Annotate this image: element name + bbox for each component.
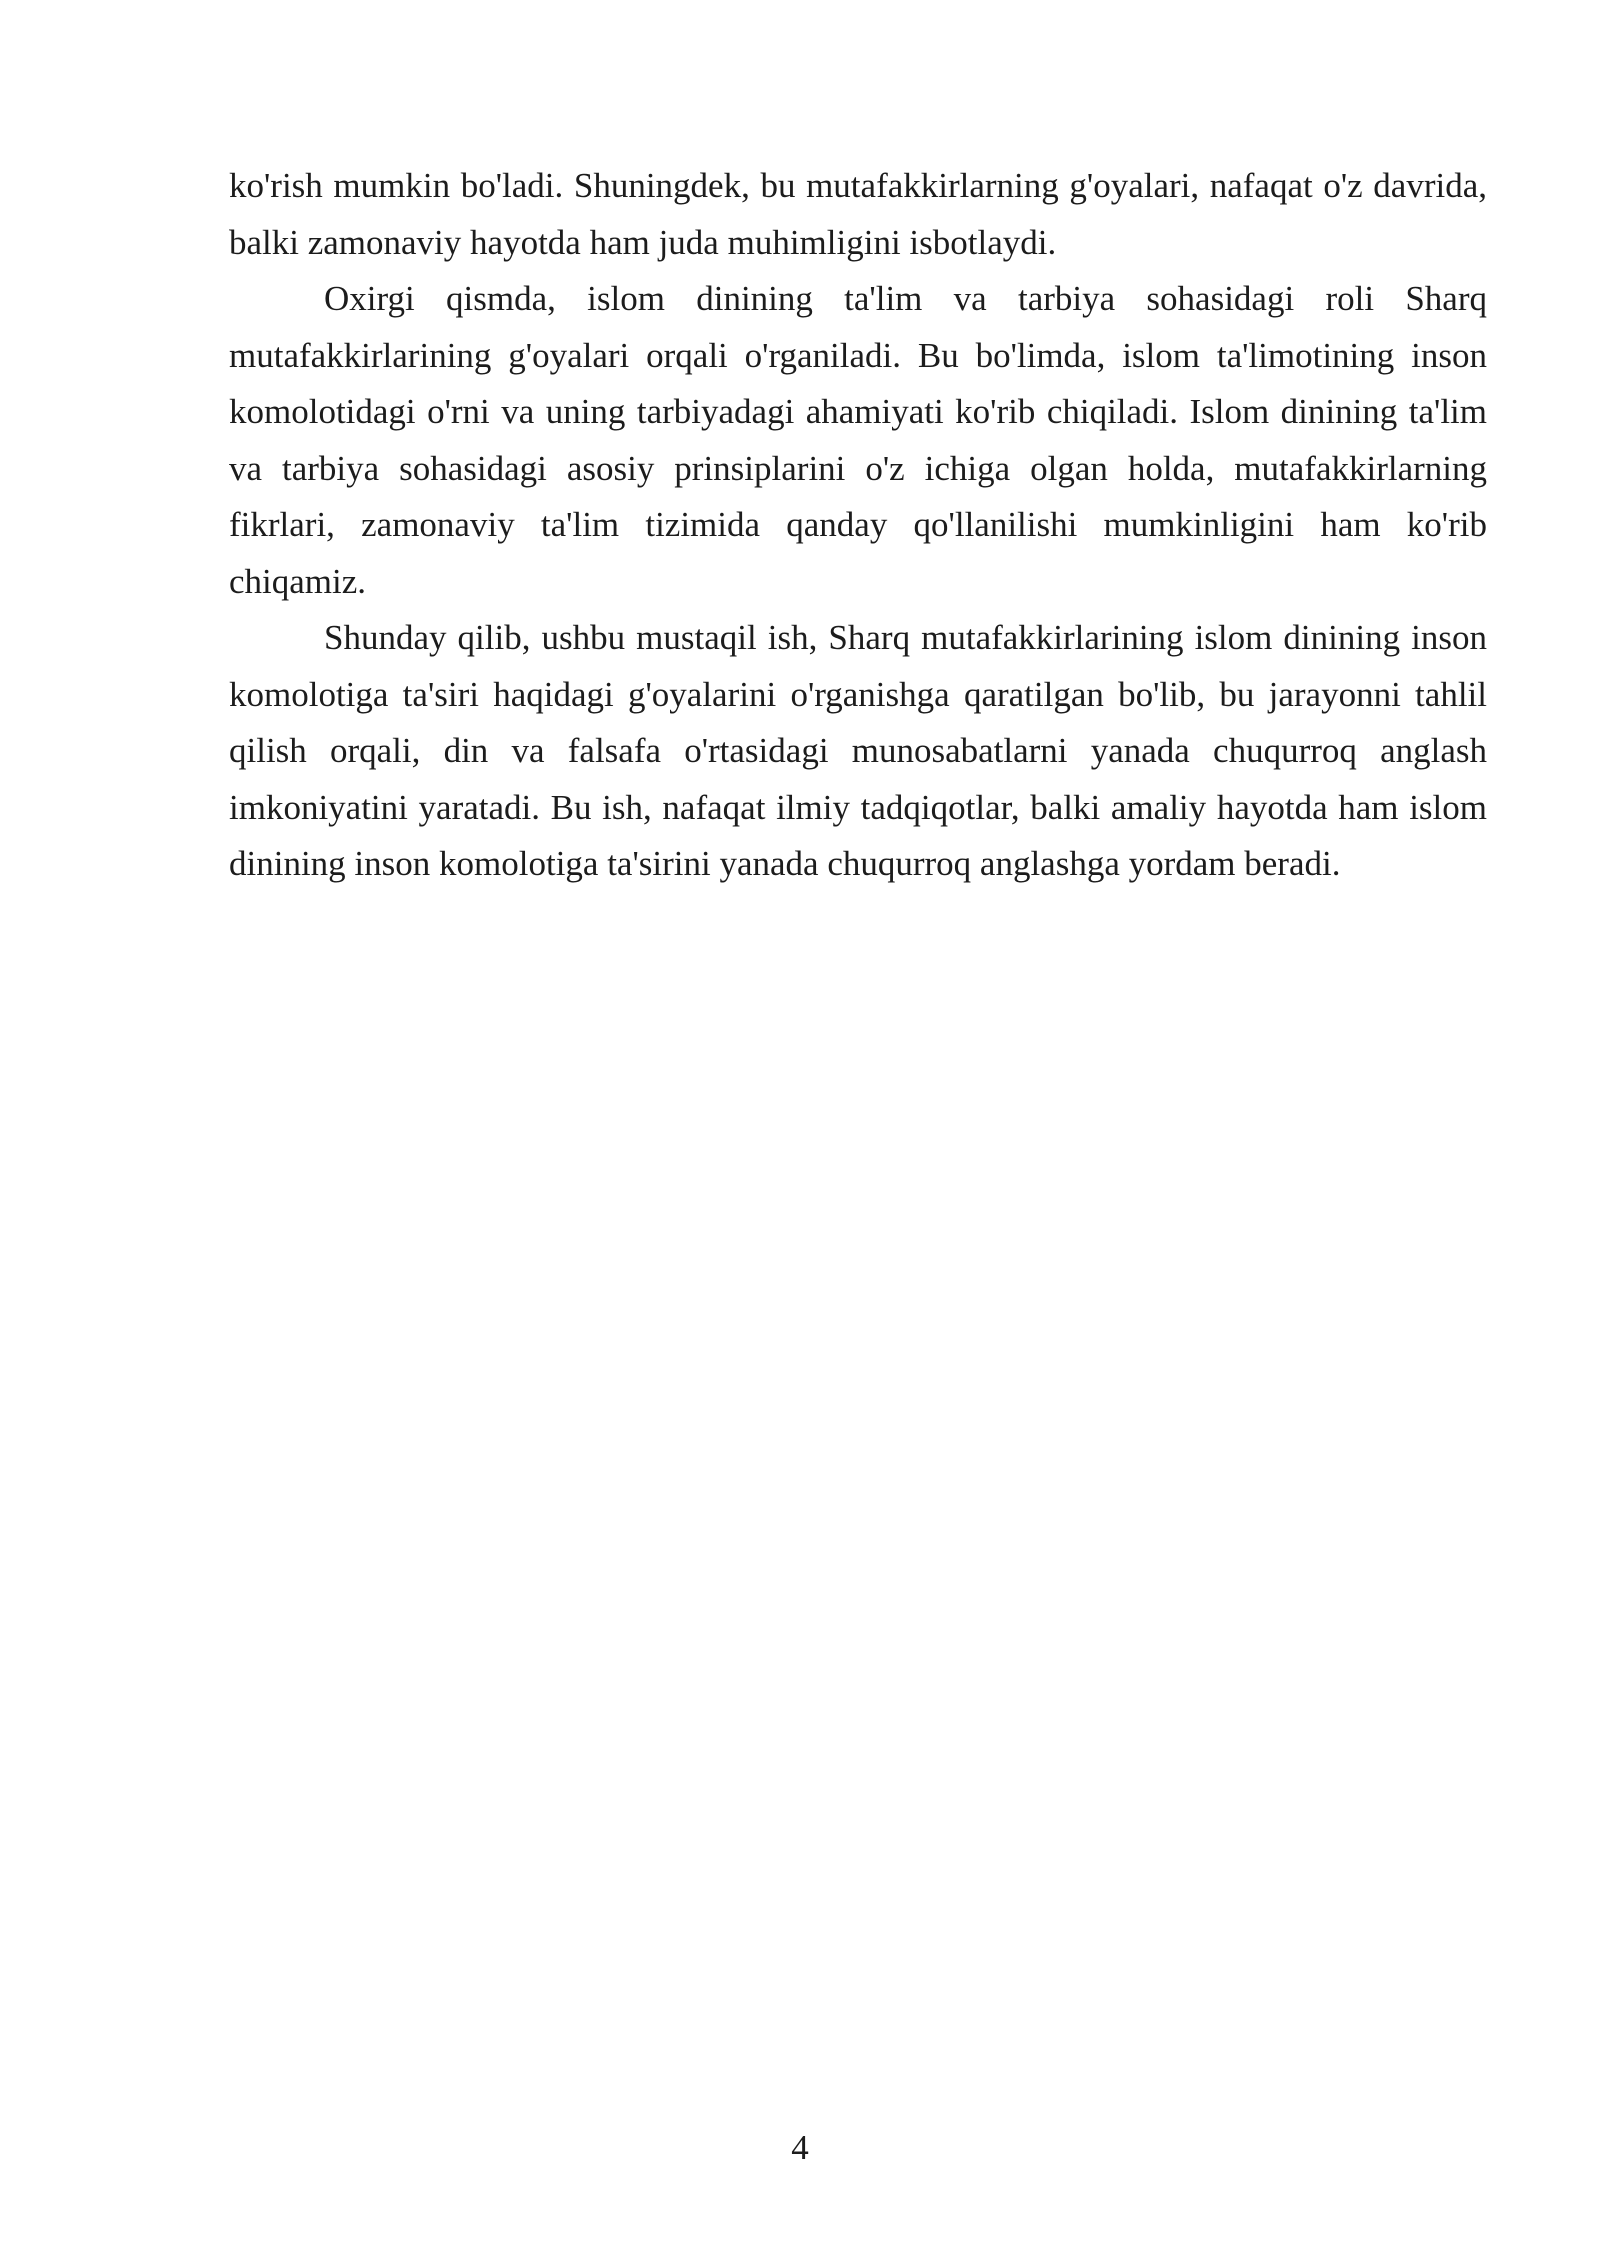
paragraph-conclusion: Shunday qilib, ushbu mustaqil ish, Sharq mutafakkirlarining islom dinining inson komolotiga ta'siri haqidagi g'oyalarini o'rganishga qaratilgan bo'lib, bu jarayonni tahlil qilish orqali, din va falsafa o'rtasidagi munosabatlarni yanada chuqurroq anglash imkoniyatini yaratadi. Bu ish, nafaqat ilmiy tadqiqotlar, balki amaliy hayotda ham islom dinining inson komolotiga ta'sirini yanada chuqurroq anglashga yordam beradi. — [229, 618, 1487, 883]
page-number: 4 — [791, 2128, 809, 2167]
paragraph-continuation: ko'rish mumkin bo'ladi. Shuningdek, bu mutafakkirlarning g'oyalari, nafaqat o'z davrida, balki zamonaviy hayotda ham juda muhimligini isbotlaydi. — [229, 166, 1487, 262]
paragraph-final-section: Oxirgi qismda, islom dinining ta'lim va tarbiya sohasidagi roli Sharq mutafakkirlarining g'oyalari orqali o'rganiladi. Bu bo'limda, islom ta'limotining inson komolotidagi o'rni va uning tarbiyadagi ahamiyati ko'rib chiqiladi. Islom dinining ta'lim va tarbiya sohasidagi asosiy prinsiplarini o'z ichiga olgan holda, mutafakkirlarning fikrlari, zamonaviy ta'lim tizimida qanday qo'llanilishi mumkinligini ham ko'rib chiqamiz. — [229, 279, 1487, 601]
body-text — [229, 158, 1487, 893]
